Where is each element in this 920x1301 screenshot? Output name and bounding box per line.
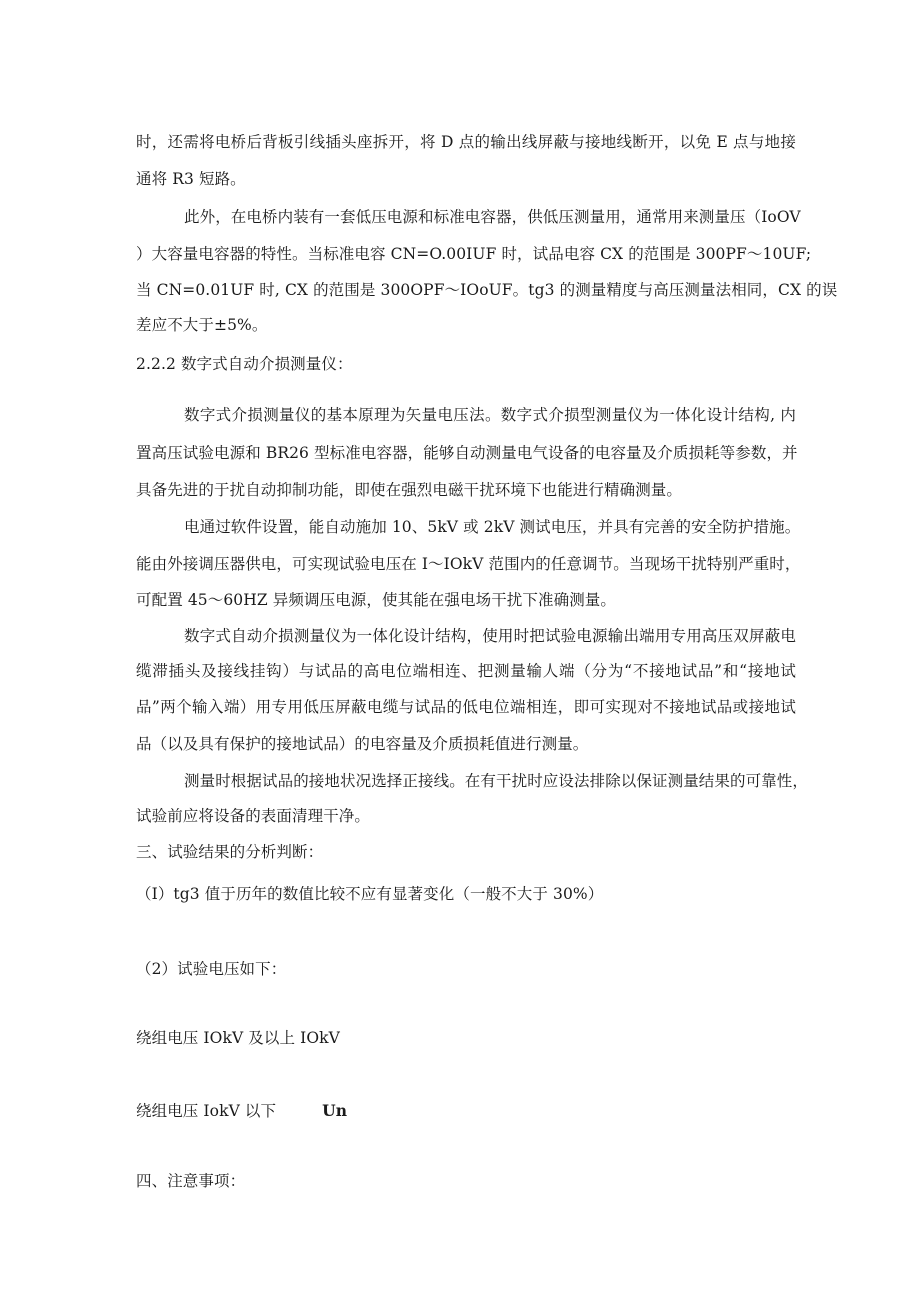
list-item: （2）试验电压如下： [136,960,287,978]
paragraph-line: 当 CN=0.01UF 时, CX 的范围是 300OPF～IOoUF。tg3 的测量精度与高压测量法相同，CX 的误 [136,281,838,299]
voltage-value: Un [322,1101,348,1120]
paragraph-line: 缆滞插头及接线挂钩）与试品的高电位端相连、把测量输人端（分为“不接地试品”和“接地试 [136,662,796,680]
paragraph-line: 置高压试验电源和 BR26 型标准电容器，能够自动测量电气设备的电容量及介质损耗等参数，并 [136,444,798,462]
paragraph-line: 电通过软件设置，能自动施加 10、5kV 或 2kV 测试电压，并具有完善的安全防护措施。 [184,518,801,536]
voltage-label: 绕组电压 IokV 以下 [136,1102,277,1120]
paragraph-line: 数字式介损测量仪的基本原理为矢量电压法。数字式介损型测量仪为一体化设计结构, 内 [184,406,796,424]
paragraph-line: 品”两个输入端）用专用低压屏蔽电缆与试品的低电位端相连，即可实现对不接地试品或接地试 [136,698,796,716]
voltage-line: 绕组电压 IOkV 及以上 IOkV [136,1029,340,1047]
paragraph-line: ）大容量电容器的特性。当标准电容 CN=O.00IUF 时，试品电容 CX 的范围是 300PF～10UF; [136,245,812,263]
paragraph-line: 能由外接调压器供电，可实现试验电压在 I～IOkV 范围内的任意调节。当现场干扰特别严重时， [136,555,801,573]
section-heading: 三、试验结果的分析判断： [136,843,324,861]
paragraph-line: 时，还需将电桥后背板引线插头座拆开，将 D 点的输出线屏蔽与接地线断开，以免 E 点与地接 [136,133,796,151]
section-heading: 四、注意事项： [136,1172,246,1190]
voltage-line [136,1100,796,1122]
paragraph-line: 差应不大于±5%。 [136,316,268,334]
paragraph-line: 此外，在电桥内装有一套低压电源和标准电容器，供低压测量用，通常用来测量压（IoOV [184,208,801,226]
list-item: （I）tg3 值于历年的数值比较不应有显著变化（一般不大于 30%） [136,885,604,903]
section-heading: 2.2.2 数字式自动介损测量仪： [136,355,353,373]
paragraph-line: 测量时根据试品的接地状况选择正接线。在有干扰时应设法排除以保证测量结果的可靠性， [184,772,809,790]
paragraph-line: 具备先进的于扰自动抑制功能，即使在强烈电磁干扰环境下也能进行精确测量。 [136,481,683,499]
paragraph-line: 通将 R3 短路。 [136,170,246,188]
paragraph-line: 可配置 45～60HZ 异频调压电源，使其能在强电场干扰下准确测量。 [136,591,616,609]
paragraph-line: 数字式自动介损测量仪为一体化设计结构，使用时把试验电源输出端用专用高压双屏蔽电 [184,627,796,645]
paragraph-line: 试验前应将设备的表面清理干净。 [136,807,371,825]
paragraph-line: 品（以及具有保护的接地试品）的电容量及介质损耗值进行测量。 [136,735,589,753]
